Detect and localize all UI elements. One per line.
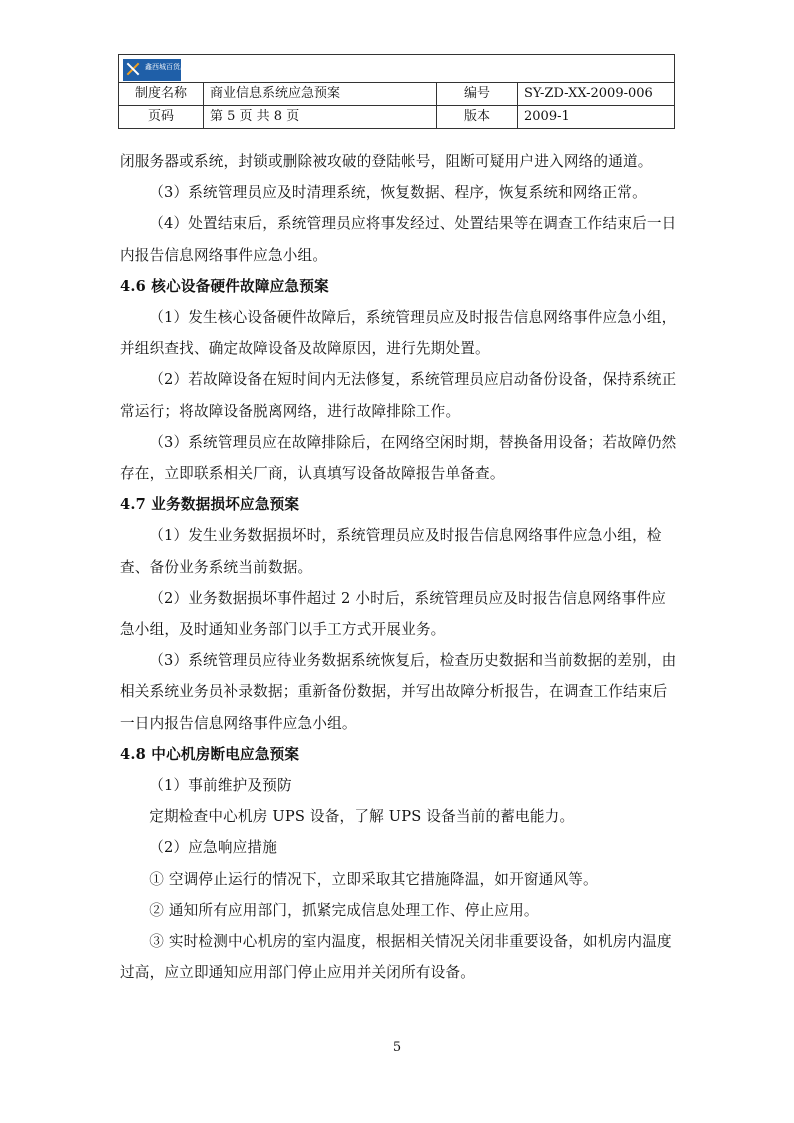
page-label: 页码 <box>119 106 204 129</box>
logo-cell <box>119 55 675 83</box>
doc-name-label: 制度名称 <box>119 83 204 106</box>
paragraph: （1）发生核心设备硬件故障后，系统管理员应及时报告信息网络事件应急小组，并组织查找、确定故障设备及故障原因，进行先期处置。 <box>120 309 677 358</box>
page-number: 5 <box>392 1040 402 1055</box>
paragraph: （1）事前维护及预防 <box>149 777 292 795</box>
logo-text: 鑫西城百货广场 <box>145 62 194 71</box>
doc-name-value: 商业信息系统应急预案 <box>204 83 437 106</box>
paragraph: （2）若故障设备在短时间内无法修复，系统管理员应启动备份设备，保持系统正常运行；将故障设备脱离网络，进行故障排除工作。 <box>120 371 677 420</box>
section-heading-4-7: 4.7 业务数据损坏应急预案 <box>120 496 300 514</box>
number-value: SY-ZD-XX-2009-006 <box>518 83 675 106</box>
paragraph: （2）应急响应措施 <box>149 839 278 857</box>
paragraph: 闭服务器或系统，封锁或删除被攻破的登陆帐号，阻断可疑用户进入网络的通道。 <box>120 153 653 170</box>
logo-mark-icon <box>126 62 140 76</box>
paragraph: （4）处置结束后，系统管理员应将事发经过、处置结果等在调查工作结束后一日内报告信息网络事件应急小组。 <box>120 215 677 264</box>
paragraph: 定期检查中心机房 UPS 设备，了解 UPS 设备当前的蓄电能力。 <box>149 808 575 826</box>
document-body <box>120 146 677 988</box>
company-logo <box>123 59 194 81</box>
list-item: ③ 实时检测中心机房的室内温度，根据相关情况关闭非重要设备，如机房内温度过高，应立即通知应用部门停止应用并关闭所有设备。 <box>120 933 672 982</box>
section-heading-4-8: 4.8 中心机房断电应急预案 <box>120 745 300 763</box>
section-heading-4-6: 4.6 核心设备硬件故障应急预案 <box>120 277 329 295</box>
list-item: ① 空调停止运行的情况下，立即采取其它措施降温，如开窗通风等。 <box>149 870 598 888</box>
paragraph: （3）系统管理员应及时清理系统，恢复数据、程序，恢复系统和网络正常。 <box>149 184 647 202</box>
page-value: 第 5 页 共 8 页 <box>204 106 437 129</box>
paragraph: （2）业务数据损坏事件超过 2 小时后，系统管理员应及时报告信息网络事件应急小组，及时通知业务部门以手工方式开展业务。 <box>120 589 667 639</box>
paragraph: （3）系统管理员应在故障排除后，在网络空闲时期，替换备用设备；若故障仍然存在，立即联系相关厂商，认真填写设备故障报告单备查。 <box>120 433 677 483</box>
paragraph: （1）发生业务数据损坏时，系统管理员应及时报告信息网络事件应急小组，检查、备份业务系统当前数据。 <box>120 527 662 576</box>
paragraph: （3）系统管理员应待业务数据系统恢复后，检查历史数据和当前数据的差别，由相关系统业务员补录数据；重新备份数据，并写出故障分析报告，在调查工作结束后一日内报告信息网络事件应急小组。 <box>120 652 677 732</box>
version-label: 版本 <box>437 106 518 129</box>
document-header-table <box>118 54 675 129</box>
list-item: ② 通知所有应用部门，抓紧完成信息处理工作、停止应用。 <box>149 901 539 919</box>
version-value: 2009-1 <box>518 106 675 129</box>
number-label: 编号 <box>437 83 518 106</box>
